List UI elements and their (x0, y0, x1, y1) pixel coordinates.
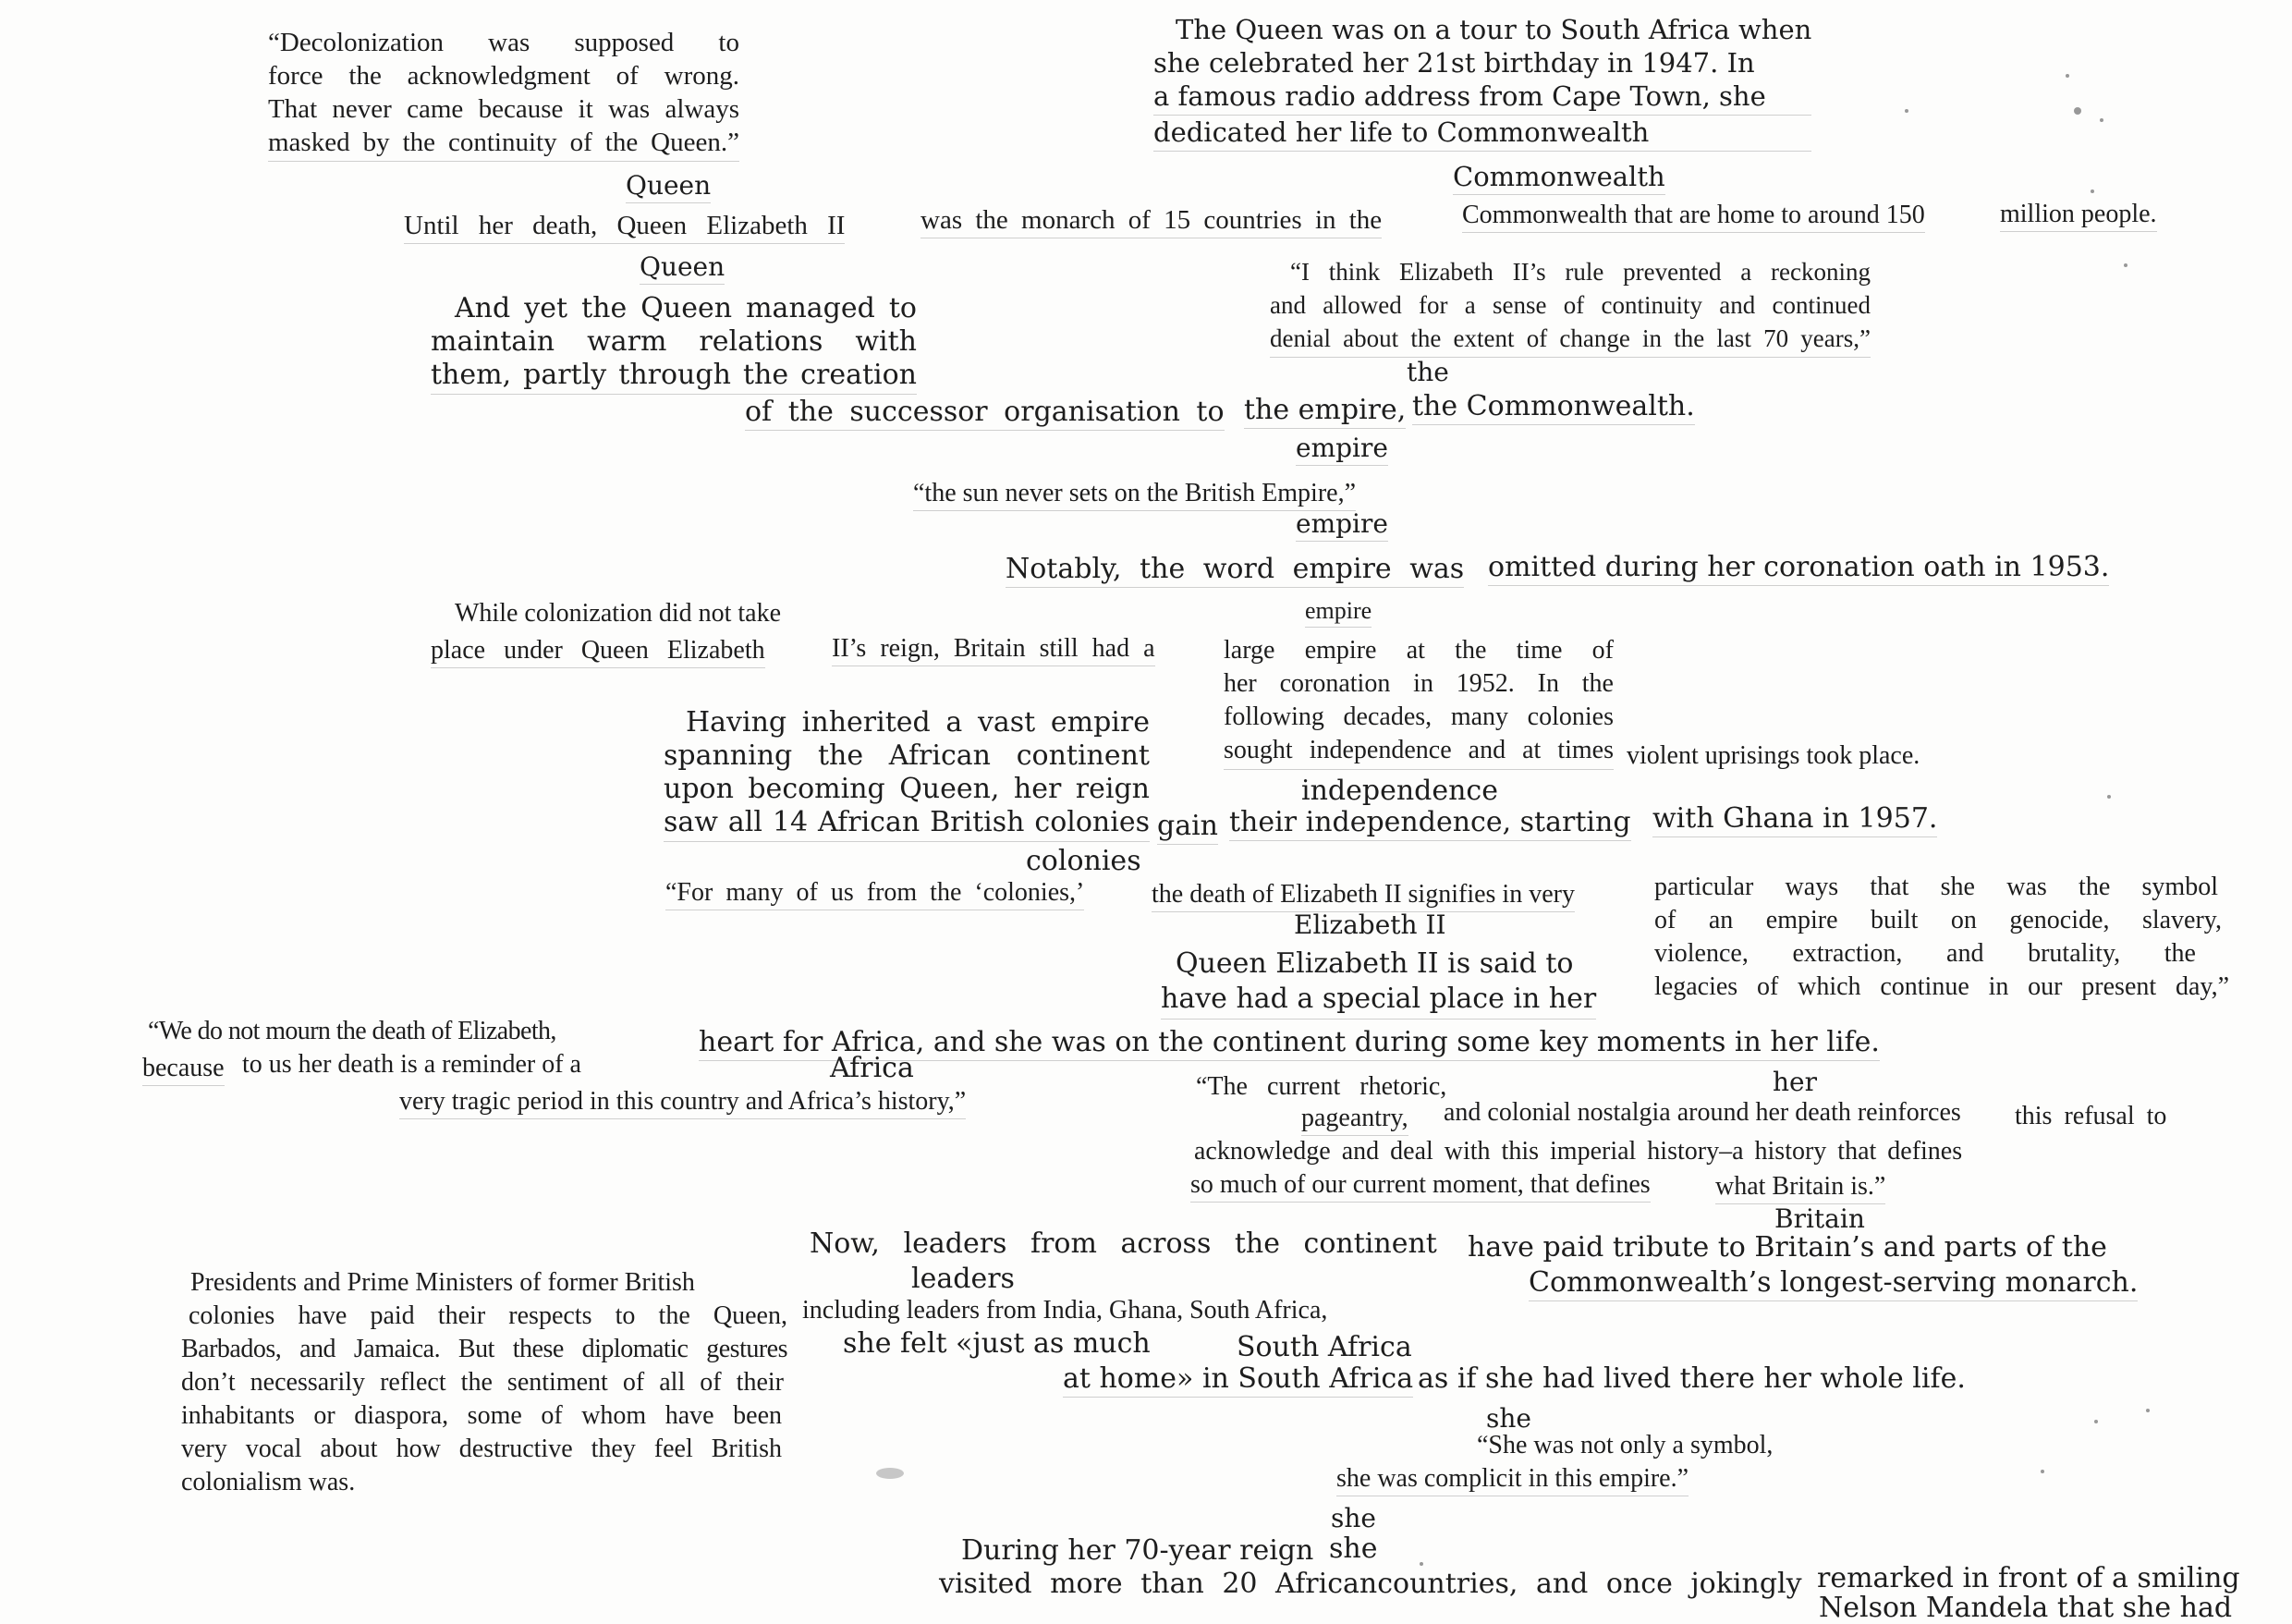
text-line: “Decolonization was supposed to (268, 28, 739, 57)
text-line: violence, extraction, and brutality, the (1654, 939, 2196, 968)
scan-speck (1420, 1562, 1423, 1566)
scan-speck (2107, 795, 2111, 799)
current-rhetoric-quote: “The current rhetoric, (1196, 1072, 1447, 1101)
commonwealth-home: Commonwealth that are home to around 150 (1462, 201, 1925, 233)
not-only-symbol-quote: “She was not only a symbol, (1477, 1431, 1774, 1459)
decolonization-quote (268, 26, 739, 162)
word-queen: Queen (640, 251, 725, 285)
notably: Notably, the word empire was (1006, 553, 1464, 588)
word-the: the (1407, 357, 1449, 387)
word-africa: Africa (830, 1052, 914, 1084)
text-line: And yet the Queen managed to (455, 292, 917, 324)
scan-speck (2100, 118, 2103, 122)
paid-tribute: have paid tribute to Britain’s and parts of the (1468, 1231, 2107, 1264)
special-place-paragraph (1161, 946, 1596, 1020)
text-line: Having inherited a vast empire (686, 706, 1150, 739)
text-line: legacies of which continue in our present day,” (1654, 972, 2229, 1001)
text-line: inhabitants or diaspora, some of whom have been (181, 1401, 782, 1430)
at-home-south-africa: at home» in South Africa (1063, 1362, 1413, 1398)
word-empire: empire (1305, 597, 1372, 628)
nelson-mandela: Nelson Mandela that she had (1819, 1592, 2233, 1624)
during-reign: During her 70-year reign (961, 1534, 1314, 1567)
text-line: Barbados, and Jamaica. But these diplomatic gestures (181, 1335, 787, 1363)
word-empire: empire (1296, 508, 1388, 542)
text-line: “I think Elizabeth II’s rule prevented a reckoning (1290, 258, 1871, 286)
death-of-elizabeth: the death of Elizabeth II signifies in very (1152, 880, 1575, 912)
word-south-africa: South Africa (1237, 1331, 1412, 1363)
word-colonies: colonies (1026, 845, 1141, 877)
word-independence: independence (1301, 775, 1498, 807)
word-she: she (1331, 1503, 1376, 1533)
text-line: saw all 14 African British colonies (664, 806, 1150, 842)
text-line: particular ways that she was the symbol (1654, 873, 2218, 901)
the-empire: the empire, (1244, 394, 1406, 429)
for-many-of-us-quote: “For many of us from the ‘colonies,’ (665, 878, 1084, 910)
remarked-smiling: remarked in front of a smiling (1817, 1562, 2240, 1594)
text-line: masked by the continuity of the Queen.” (268, 126, 739, 162)
reminder: to us her death is a reminder of a (242, 1050, 581, 1079)
the-commonwealth: the Commonwealth. (1412, 390, 1695, 425)
word-empire: empire (1296, 433, 1388, 466)
text-line: don’t necessarily reflect the sentiment of all of their (181, 1368, 784, 1397)
scan-speck (2041, 1470, 2044, 1473)
scan-speck (2146, 1409, 2150, 1412)
their-independence: their independence, starting (1229, 806, 1631, 841)
word-elizabeth-ii: Elizabeth II (1294, 910, 1446, 940)
text-line: very vocal about how destructive they feel British (181, 1435, 782, 1463)
and-yet-paragraph (431, 292, 917, 395)
this-refusal: this refusal to (2015, 1102, 2167, 1130)
place-under: place under Queen Elizabeth (431, 636, 765, 668)
gain: gain (1157, 810, 1218, 845)
what-britain-is: what Britain is.” (1715, 1172, 1885, 1204)
word-her: her (1773, 1067, 1817, 1097)
because: because (142, 1054, 225, 1086)
text-line: them, partly through the creation (431, 359, 917, 395)
scan-speck (2124, 263, 2127, 267)
word-queen: Queen (626, 170, 711, 203)
including-leaders: including leaders from India, Ghana, South Africa, (802, 1296, 1328, 1325)
text-line: maintain warm relations with (431, 325, 917, 358)
queen-tour-paragraph (1153, 13, 1811, 152)
text-line: her coronation in 1952. In the (1224, 669, 1614, 698)
word-commonwealth: Commonwealth (1453, 161, 1665, 195)
word-she: she (1486, 1403, 1531, 1434)
text-line: denial about the extent of change in the last 70 years,” (1270, 322, 1871, 358)
now-leaders: Now, leaders from across the continent (810, 1227, 1437, 1260)
text-line: colonialism was. (181, 1468, 356, 1496)
ii-reign: II’s reign, Britain still had a (832, 634, 1155, 666)
heart-for-africa: heart for Africa, and she was on the continent during some key moments in her life. (699, 1026, 1880, 1061)
scan-speck (2066, 74, 2069, 78)
so-much-of-our: so much of our current moment, that defines (1190, 1170, 1651, 1203)
reckoning-quote (1270, 255, 1871, 358)
text-line: following decades, many colonies (1224, 702, 1614, 731)
pageantry: pageantry, (1301, 1104, 1408, 1136)
particular-ways-paragraph (1654, 871, 2229, 1004)
until-her-death: Until her death, Queen Elizabeth II (404, 211, 845, 244)
text-line: Presidents and Prime Ministers of former British (190, 1268, 695, 1297)
successor-organisation: of the successor organisation to (745, 396, 1225, 431)
having-inherited-paragraph (664, 706, 1150, 842)
text-line: colonies have paid their respects to the Queen, (189, 1301, 787, 1330)
word-britain: Britain (1774, 1203, 1865, 1234)
colonial-nostalgia: and colonial nostalgia around her death reinforces (1444, 1098, 1961, 1127)
scan-speck (2094, 1420, 2098, 1423)
text-line: Queen Elizabeth II is said to (1176, 947, 1574, 980)
word-leaders: leaders (911, 1263, 1015, 1295)
presidents-paragraph (181, 1266, 787, 1499)
text-line: sought independence and at times (1224, 734, 1614, 770)
tragic-period-quote: very tragic period in this country and Africa’s history,” (399, 1087, 966, 1119)
do-not-mourn-quote: “We do not mourn the death of Elizabeth, (148, 1017, 556, 1045)
scan-speck (2074, 107, 2081, 115)
scan-speck (1905, 109, 1908, 113)
text-line: spanning the African continent (664, 739, 1150, 772)
text-line: and allowed for a sense of continuity and continued (1270, 291, 1871, 319)
complicit-quote: she was complicit in this empire.” (1336, 1464, 1689, 1496)
ink-smudge (876, 1468, 904, 1479)
scan-speck (2091, 189, 2094, 193)
text-line: have had a special place in her (1161, 982, 1596, 1020)
felt-just-as-much: she felt «just as much (843, 1327, 1151, 1360)
large-empire-paragraph (1224, 634, 1614, 770)
omitted-coronation-oath: omitted during her coronation oath in 1953. (1488, 551, 2109, 586)
text-line: a famous radio address from Cape Town, she (1153, 79, 1811, 116)
word-she: she (1329, 1532, 1378, 1565)
text-line: That never came because it was always (268, 94, 739, 124)
text-line: upon becoming Queen, her reign (664, 773, 1150, 805)
as-if-lived-there: as if she had lived there her whole life. (1418, 1362, 1966, 1395)
acknowledge-history: acknowledge and deal with this imperial history–a history that defines (1194, 1137, 1963, 1166)
million-people: million people. (2000, 200, 2157, 232)
text-line: large empire at the time of (1224, 636, 1614, 665)
text-line: of an empire built on genocide, slavery, (1654, 906, 2222, 934)
text-line: she celebrated her 21st birthday in 1947. In (1153, 47, 1755, 79)
text-line: force the acknowledgment of wrong. (268, 61, 739, 91)
with-ghana: with Ghana in 1957. (1652, 802, 1937, 837)
text-line: dedicated her life to Commonwealth (1153, 116, 1811, 152)
visited-countries: visited more than 20 Africancountries, and once jokingly (939, 1568, 1802, 1600)
text-line: The Queen was on a tour to South Africa when (1176, 14, 1812, 45)
sun-never-sets-quote: “the sun never sets on the British Empire,” (913, 479, 1356, 511)
violent-uprisings: violent uprisings took place. (1627, 741, 1920, 770)
longest-serving-monarch: Commonwealth’s longest-serving monarch. (1529, 1266, 2138, 1301)
was-the-monarch: was the monarch of 15 countries in the (920, 205, 1382, 238)
while-colonization: While colonization did not take (455, 599, 782, 628)
